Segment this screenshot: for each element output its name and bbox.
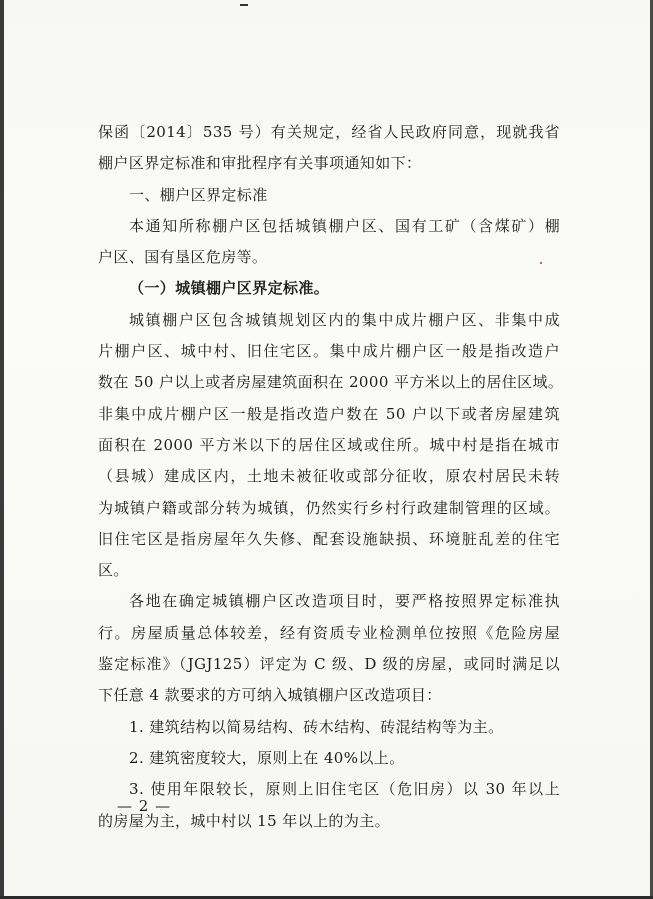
list-item: 1. 建筑结构以简易结构、砖木结构、砖混结构等为主。 (129, 717, 504, 736)
body-line: 片棚户区、城中村、旧住宅区。集中成片棚户区一般是指改造户 (98, 342, 560, 361)
subsection-heading: （一）城镇棚户区界定标准。 (129, 279, 330, 298)
scan-mark (240, 4, 248, 6)
body-line: 保函〔2014〕535 号）有关规定，经省人民政府同意，现就我省 (98, 123, 560, 141)
body-line: 为城镇户籍或部分转为城镇，仍然实行乡村行政建制管理的区域。 (98, 498, 560, 517)
body-line: 本通知所称棚户区包括城镇棚户区、国有工矿（含煤矿）棚 (129, 216, 560, 235)
scan-edge-left (0, 0, 4, 899)
body-line: 城镇棚户区包含城镇规划区内的集中成片棚户区、非集中成 (129, 310, 560, 329)
list-item: 2. 建筑密度较大，原则上在 40%以上。 (129, 748, 405, 767)
page-number: — 2 — (117, 797, 172, 815)
section-heading: 一、棚户区界定标准 (129, 185, 268, 204)
body-line: 棚户区界定标准和审批程序有关事项通知如下： (98, 154, 422, 173)
body-line: 的房屋为主，城中村以 15 年以上的为主。 (98, 811, 391, 830)
body-line: 户区、国有垦区危房等。 (98, 248, 268, 267)
body-line: 下任意 4 款要求的方可纳入城镇棚户区改造项目： (98, 686, 442, 705)
body-line: 区。 (98, 561, 129, 580)
body-line: 各地在确定城镇棚户区改造项目时，要严格按照界定标准执 (129, 592, 560, 611)
list-item: 3. 使用年限较长，原则上旧住宅区（危旧房）以 30 年以上 (129, 780, 560, 799)
body-line: 面积在 2000 平方米以下的居住区域或住所。城中村是指在城市 (98, 435, 560, 454)
body-line: 数在 50 户以上或者房屋建筑面积在 2000 平方米以上的居住区域。 (98, 373, 564, 392)
body-line: （县城）建成区内，土地未被征收或部分征收，原农村居民未转 (98, 467, 560, 486)
body-line: 行。房屋质量总体较差，经有资质专业检测单位按照《危险房屋 (98, 623, 560, 642)
body-line: 鉴定标准》（JGJ125）评定为 C 级、D 级的房屋，或同时满足以 (98, 655, 560, 674)
document-body (98, 117, 564, 837)
body-line: 非集中成片棚户区一般是指改造户数在 50 户以下或者房屋建筑 (98, 404, 560, 423)
body-line: 旧住宅区是指房屋年久失修、配套设施缺损、环境脏乱差的住宅 (98, 529, 560, 548)
